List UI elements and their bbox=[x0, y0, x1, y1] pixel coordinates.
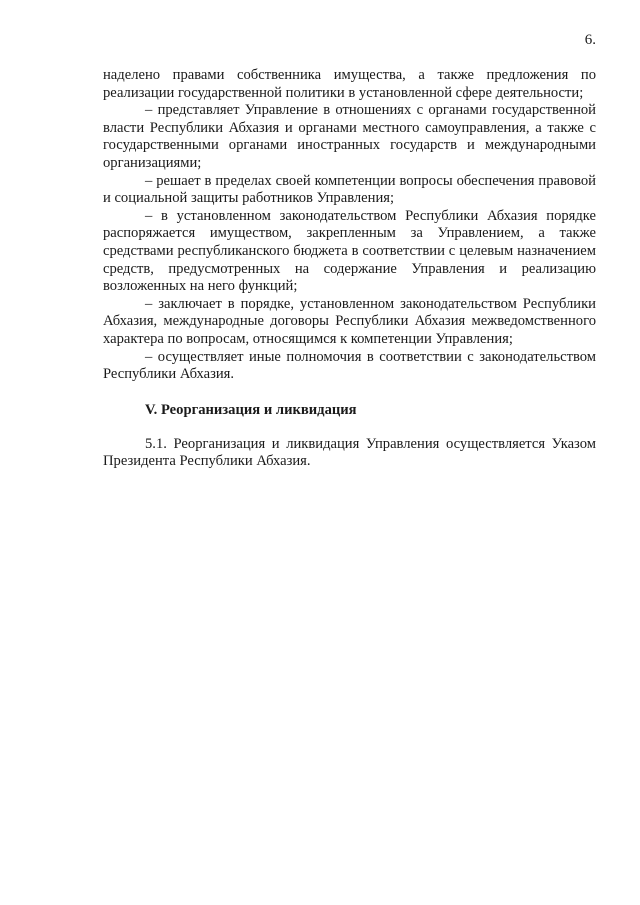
paragraph-represents: – представляет Управление в отношениях с органами государственной власти Республики Абхазия и органами местного самоуправления, а также с государственными органами иностранных государств и международными организациями; bbox=[103, 102, 596, 171]
page-number: 6. bbox=[584, 32, 596, 48]
paragraph-agreements: – заключает в порядке, установленном законодательством Республики Абхазия, международные договоры Республики Абхазия межведомственного характера по вопросам, относящимся к компетенции Управления; bbox=[103, 295, 596, 347]
document-body bbox=[103, 67, 596, 471]
paragraph-other-powers: – осуществляет иные полномочия в соответствии с законодательством Республики Абхазия. bbox=[103, 348, 596, 383]
paragraph-property: – в установленном законодательством Республики Абхазия порядке распоряжается имуществом, закрепленным за Управлением, а также средствами республиканского бюджета в соответствии с целевым назначением средств, предусмотренных на содержание Управления и реализацию возложенных на него функций; bbox=[103, 207, 596, 295]
paragraph-continuation: наделено правами собственника имущества, а также предложения по реализации государственной политики в установленной сфере деятельности; bbox=[103, 67, 596, 101]
paragraph-social-protection: – решает в пределах своей компетенции вопросы обеспечения правовой и социальной защиты работников Управления; bbox=[103, 172, 596, 207]
section-heading: V. Реорганизация и ликвидация bbox=[145, 401, 357, 418]
section-paragraph: 5.1. Реорганизация и ликвидация Управления осуществляется Указом Президента Республики Абхазия. bbox=[103, 435, 596, 470]
